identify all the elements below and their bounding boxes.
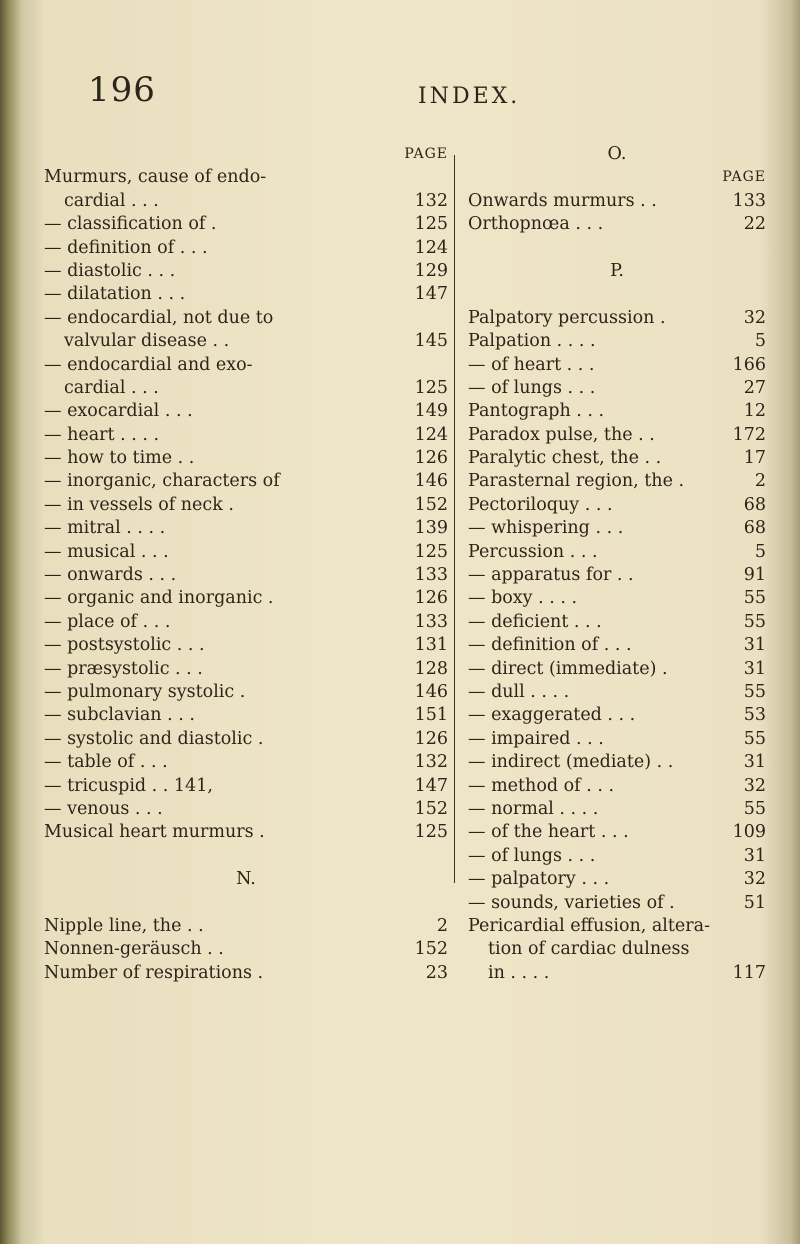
entry-text: — subclavian . . . <box>44 705 195 726</box>
index-entry <box>44 377 448 400</box>
entry-page-number: 2 <box>436 915 448 936</box>
index-entry <box>44 330 448 353</box>
index-entry <box>44 611 448 634</box>
entry-page-number: 126 <box>414 728 448 749</box>
entry-text: Percussion . . . <box>468 541 598 562</box>
entry-text: — method of . . . <box>468 775 615 796</box>
index-entry <box>468 892 766 915</box>
entry-page-number: 12 <box>743 401 766 422</box>
index-entry <box>468 424 766 447</box>
entry-text: O. <box>607 144 627 164</box>
entry-text: cardial . . . <box>64 377 159 398</box>
entry-text: Paradox pulse, the . . <box>468 424 655 445</box>
entry-page-number: 51 <box>743 892 766 913</box>
index-entry <box>44 447 448 470</box>
index-entry <box>468 354 766 377</box>
entry-page-number: 32 <box>743 307 766 328</box>
entry-text: — exocardial . . . <box>44 401 193 422</box>
entry-text: — pulmonary systolic . <box>44 681 246 702</box>
entry-text: — mitral . . . . <box>44 518 166 539</box>
entry-text: — musical . . . <box>44 541 169 562</box>
entry-text: — normal . . . . <box>468 798 599 819</box>
entry-page-number: 5 <box>754 331 766 352</box>
index-entry <box>44 821 448 844</box>
entry-text: Palpatory percussion . <box>468 307 666 328</box>
entry-text: PAGE <box>722 169 766 186</box>
entry-page-number: 126 <box>414 588 448 609</box>
entry-text: — of heart . . . <box>468 354 595 375</box>
entry-text: — table of . . . <box>44 752 168 773</box>
entry-page-number: 5 <box>754 541 766 562</box>
entry-text: Murmurs, cause of endo- <box>44 167 267 188</box>
index-entry <box>468 704 766 727</box>
spacer <box>44 845 448 868</box>
entry-page-number: 132 <box>414 752 448 773</box>
index-entry <box>44 658 448 681</box>
index-entry <box>468 377 766 400</box>
index-entry <box>468 821 766 844</box>
index-entry <box>44 470 448 493</box>
entry-text: — sounds, varieties of . <box>468 892 675 913</box>
entry-text: Musical heart murmurs . <box>44 822 265 843</box>
index-entry <box>468 915 766 938</box>
entry-text: — impaired . . . <box>468 728 604 749</box>
entry-page-number: 152 <box>414 798 448 819</box>
index-entry <box>44 283 448 306</box>
index-entry <box>44 237 448 260</box>
index-column-left <box>44 143 448 985</box>
entry-page-number: 147 <box>414 775 448 796</box>
entry-text: Number of respirations . <box>44 962 264 983</box>
entry-page-number: 131 <box>414 635 448 656</box>
entry-page-number: 126 <box>414 448 448 469</box>
index-entry <box>468 798 766 821</box>
entry-page-number: 146 <box>414 471 448 492</box>
entry-text: valvular disease . . <box>64 331 230 352</box>
entry-text: Onwards murmurs . . <box>468 190 657 211</box>
entry-text: — tricuspid . . 141, <box>44 775 213 796</box>
index-entry <box>44 798 448 821</box>
entry-text: — endocardial, not due to <box>44 307 274 328</box>
entry-page-number: 109 <box>732 822 766 843</box>
index-entry <box>44 260 448 283</box>
entry-page-number: 125 <box>414 377 448 398</box>
entry-text: N. <box>236 869 256 890</box>
page-column-header <box>468 166 766 189</box>
index-entry <box>468 517 766 540</box>
index-entry <box>468 307 766 330</box>
index-entry <box>44 728 448 751</box>
index-entry <box>44 494 448 517</box>
entry-text: — boxy . . . . <box>468 588 578 609</box>
entry-text: — postsystolic . . . <box>44 635 205 656</box>
index-entry <box>468 470 766 493</box>
page-number: 196 <box>88 70 156 110</box>
index-entry <box>468 845 766 868</box>
entry-text: Nipple line, the . . <box>44 915 204 936</box>
entry-text: — onwards . . . <box>44 565 177 586</box>
page-column-header <box>44 143 448 166</box>
index-entry <box>468 634 766 657</box>
entry-text: — endocardial and exo- <box>44 354 253 375</box>
spacer <box>44 892 448 915</box>
entry-page-number: 124 <box>414 237 448 258</box>
page-title: INDEX. <box>418 84 521 109</box>
index-entry <box>44 681 448 704</box>
index-entry <box>44 166 448 189</box>
index-entry <box>44 587 448 610</box>
entry-text: Pantograph . . . <box>468 401 605 422</box>
section-letter <box>44 868 448 891</box>
entry-page-number: 68 <box>743 518 766 539</box>
index-entry <box>468 330 766 353</box>
entry-page-number: 117 <box>732 962 766 983</box>
index-entry <box>44 400 448 423</box>
entry-page-number: 53 <box>743 705 766 726</box>
index-entry <box>44 634 448 657</box>
index-entry <box>468 751 766 774</box>
entry-page-number: 139 <box>414 518 448 539</box>
index-entry <box>44 541 448 564</box>
index-entry <box>468 611 766 634</box>
entry-page-number: 31 <box>743 845 766 866</box>
index-entry <box>468 658 766 681</box>
entry-text: — deficient . . . <box>468 611 602 632</box>
entry-page-number: 129 <box>414 260 448 281</box>
entry-text: — diastolic . . . <box>44 260 176 281</box>
entry-text: in . . . . <box>488 962 550 983</box>
entry-text: — palpatory . . . <box>468 869 610 890</box>
entry-page-number: 172 <box>732 424 766 445</box>
entry-page-number: 133 <box>414 611 448 632</box>
entry-text: — whispering . . . <box>468 518 624 539</box>
entry-page-number: 133 <box>414 565 448 586</box>
entry-page-number: 125 <box>414 214 448 235</box>
spacer <box>468 237 766 260</box>
entry-text: — organic and inorganic . <box>44 588 274 609</box>
index-entry <box>44 751 448 774</box>
entry-page-number: 124 <box>414 424 448 445</box>
entry-text: Paralytic chest, the . . <box>468 448 662 469</box>
index-entry <box>44 564 448 587</box>
entry-text: — how to time . . <box>44 448 195 469</box>
entry-page-number: 152 <box>414 939 448 960</box>
entry-text: Palpation . . . . <box>468 331 596 352</box>
entry-text: — dilatation . . . <box>44 284 186 305</box>
entry-page-number: 31 <box>743 658 766 679</box>
spacer <box>468 283 766 306</box>
entry-page-number: 31 <box>743 752 766 773</box>
index-entry <box>468 775 766 798</box>
entry-page-number: 55 <box>743 681 766 702</box>
entry-text: — definition of . . . <box>468 635 632 656</box>
entry-text: cardial . . . <box>64 190 159 211</box>
entry-page-number: 23 <box>425 962 448 983</box>
index-entry <box>468 728 766 751</box>
entry-text: — of the heart . . . <box>468 822 629 843</box>
entry-page-number: 22 <box>743 214 766 235</box>
index-entry <box>44 354 448 377</box>
index-entry <box>468 564 766 587</box>
index-entry <box>468 541 766 564</box>
entry-page-number: 151 <box>414 705 448 726</box>
entry-text: — heart . . . . <box>44 424 160 445</box>
entry-page-number: 55 <box>743 798 766 819</box>
entry-text: — systolic and diastolic . <box>44 728 264 749</box>
index-column-right <box>468 143 766 985</box>
index-entry <box>44 190 448 213</box>
index-entry <box>44 962 448 985</box>
entry-text: — place of . . . <box>44 611 171 632</box>
index-entry <box>44 938 448 961</box>
entry-page-number: 2 <box>754 471 766 492</box>
entry-page-number: 68 <box>743 494 766 515</box>
index-entry <box>468 868 766 891</box>
entry-page-number: 32 <box>743 775 766 796</box>
index-entry <box>44 704 448 727</box>
column-divider <box>454 155 455 883</box>
entry-text: Parasternal region, the . <box>468 471 685 492</box>
entry-text: — exaggerated . . . <box>468 705 636 726</box>
index-entry <box>44 307 448 330</box>
entry-text: — apparatus for . . <box>468 565 634 586</box>
entry-page-number: 146 <box>414 681 448 702</box>
index-entry <box>468 213 766 236</box>
index-entry <box>468 962 766 985</box>
index-entry <box>468 190 766 213</box>
entry-text: — venous . . . <box>44 798 163 819</box>
index-entry <box>44 213 448 236</box>
entry-page-number: 55 <box>743 611 766 632</box>
entry-page-number: 55 <box>743 728 766 749</box>
entry-text: PAGE <box>404 146 448 162</box>
entry-text: — of lungs . . . <box>468 377 596 398</box>
section-letter <box>468 143 766 166</box>
index-entry <box>468 587 766 610</box>
entry-text: Orthopnœa . . . <box>468 214 604 235</box>
entry-text: — in vessels of neck . <box>44 494 234 515</box>
entry-page-number: 166 <box>732 354 766 375</box>
entry-page-number: 128 <box>414 658 448 679</box>
entry-text: — of lungs . . . <box>468 845 596 866</box>
entry-page-number: 17 <box>743 448 766 469</box>
entry-page-number: 145 <box>414 331 448 352</box>
index-entry <box>44 517 448 540</box>
entry-text: Nonnen-geräusch . . <box>44 939 224 960</box>
index-entry <box>468 938 766 961</box>
entry-page-number: 27 <box>743 377 766 398</box>
entry-text: Pericardial effusion, altera- <box>468 915 711 936</box>
entry-text: Pectoriloquy . . . <box>468 494 613 515</box>
entry-text: — definition of . . . <box>44 237 208 258</box>
index-entry <box>468 681 766 704</box>
entry-page-number: 91 <box>743 565 766 586</box>
entry-page-number: 147 <box>414 284 448 305</box>
entry-page-number: 149 <box>414 401 448 422</box>
entry-page-number: 125 <box>414 541 448 562</box>
entry-text: — indirect (mediate) . . <box>468 752 674 773</box>
entry-page-number: 152 <box>414 494 448 515</box>
index-entry <box>468 400 766 423</box>
entry-text: P. <box>610 260 624 281</box>
index-entry <box>468 447 766 470</box>
index-entry <box>468 494 766 517</box>
entry-page-number: 125 <box>414 822 448 843</box>
entry-page-number: 31 <box>743 635 766 656</box>
entry-text: tion of cardiac dulness <box>488 939 690 960</box>
entry-text: — dull . . . . <box>468 681 570 702</box>
entry-text: — inorganic, characters of <box>44 471 280 492</box>
entry-page-number: 132 <box>414 190 448 211</box>
index-entry <box>44 915 448 938</box>
index-entry <box>44 775 448 798</box>
section-letter <box>468 260 766 283</box>
index-entry <box>44 424 448 447</box>
entry-page-number: 55 <box>743 588 766 609</box>
entry-text: — direct (immediate) . <box>468 658 668 679</box>
entry-page-number: 133 <box>732 190 766 211</box>
entry-text: — præsystolic . . . <box>44 658 203 679</box>
entry-text: — classification of . <box>44 214 217 235</box>
entry-page-number: 32 <box>743 869 766 890</box>
